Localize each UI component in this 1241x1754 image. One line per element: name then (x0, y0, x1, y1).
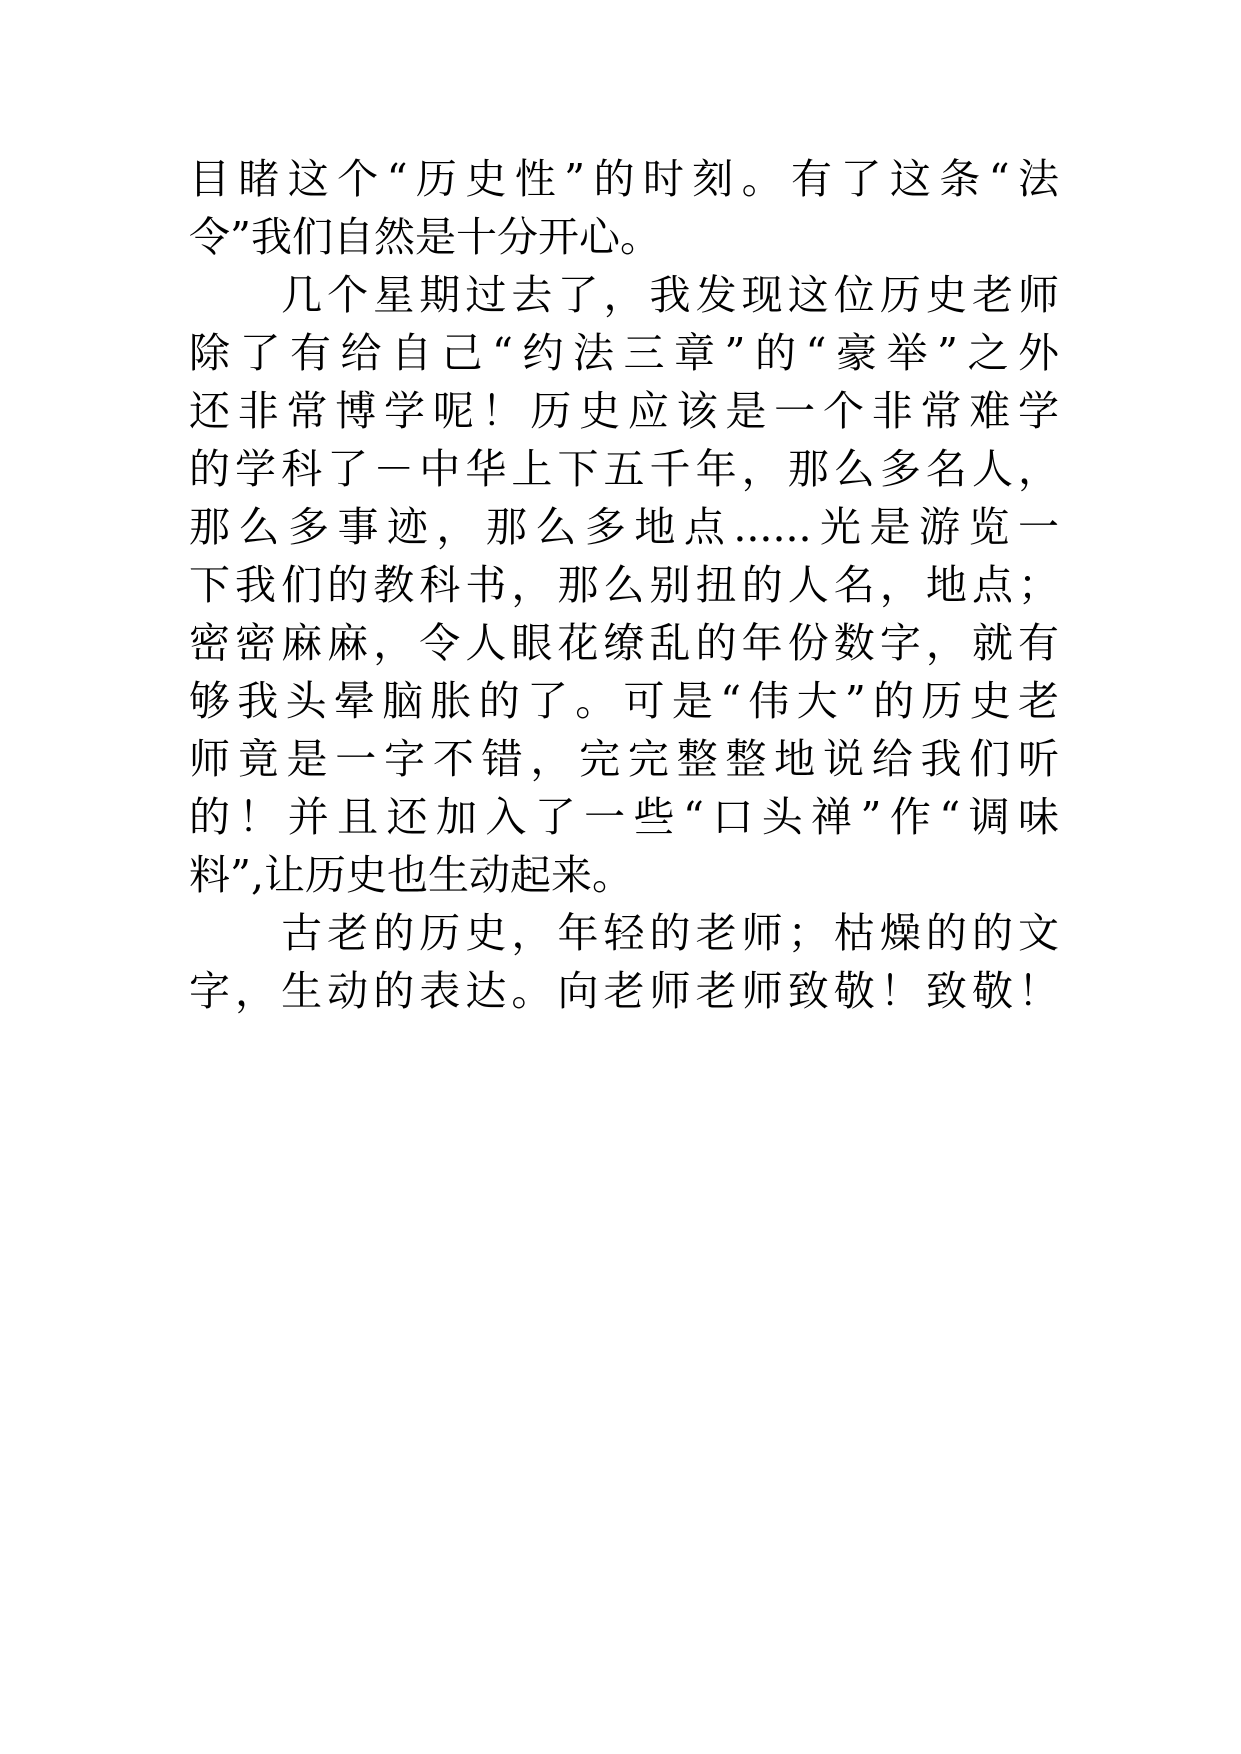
text-line: 师竟是一字不错，完完整整地说给我们听 (189, 735, 1059, 783)
text-line: 字，生动的表达。向老师老师致敬！致敬！ (189, 967, 1059, 1015)
text-line: 那么多事迹，那么多地点......光是游览一 (189, 503, 1059, 551)
text-line: 的学科了－中华上下五千年，那么多名人， (189, 445, 1059, 493)
text-line: 令”我们自然是十分开心。 (189, 213, 661, 261)
text-line: 料”,让历史也生动起来。 (189, 851, 633, 899)
body-text (189, 150, 1059, 1020)
text-line: 的！并且还加入了一些“口头禅”作“调味 (189, 793, 1059, 841)
text-line: 密密麻麻，令人眼花缭乱的年份数字，就有 (189, 619, 1059, 667)
text-line: 够我头晕脑胀的了。可是“伟大”的历史老 (189, 677, 1059, 725)
text-line: 下我们的教科书，那么别扭的人名，地点； (189, 561, 1059, 609)
text-line: 还非常博学呢！历史应该是一个非常难学 (189, 387, 1059, 435)
text-line: 目睹这个“历史性”的时刻。有了这条“法 (189, 155, 1059, 203)
text-line: 古老的历史，年轻的老师；枯燥的的文 (189, 909, 1059, 957)
text-line: 除了有给自己“约法三章”的“豪举”之外 (189, 329, 1059, 377)
text-line: 几个星期过去了，我发现这位历史老师 (189, 271, 1059, 319)
